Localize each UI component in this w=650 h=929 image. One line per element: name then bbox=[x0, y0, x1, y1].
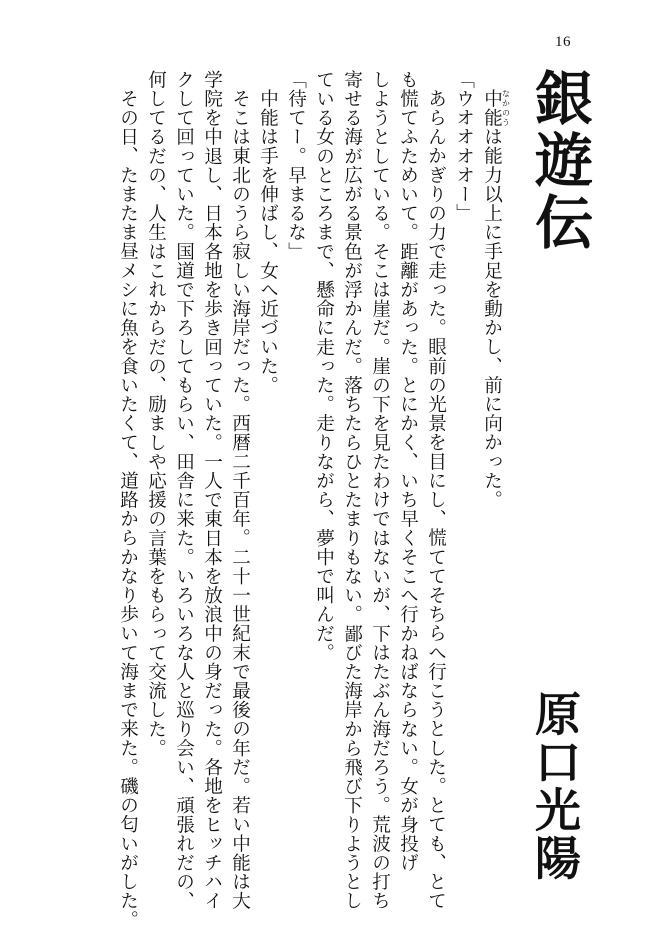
ruby-reading: なかのう bbox=[501, 89, 511, 128]
text-column: 学院を中退し、日本各地を歩き回っていた。一人で東日本を放浪中の身だった。各地をヒッチハイ bbox=[201, 70, 223, 911]
text-column: クして回っていた。国道で下ろしてもらい、田舎に来た。いろいろな人と巡り会い、頑張れだの、 bbox=[173, 70, 195, 911]
text-column: その日、たまたま昼メシに魚を食いたくて、道路からかなり歩いて海まで来た。磯の匂いがした。 bbox=[117, 89, 139, 929]
body-text bbox=[114, 70, 511, 929]
page-number: 16 bbox=[555, 34, 571, 50]
text-column: ている女のところまで、懸命に走った。走りながら、夢中で叫んだ。 bbox=[313, 70, 335, 663]
text-column: 中能は手を伸ばし、女へ近づいた。 bbox=[257, 89, 279, 395]
author-name: 原口光陽 bbox=[528, 690, 582, 882]
text-column: 中能 なかのうは能力以上に手足を動かし、前に向かった。 bbox=[481, 89, 511, 510]
chapter-title: 銀遊伝 bbox=[525, 68, 593, 254]
text-column: 「ウオオオオー」 bbox=[453, 70, 475, 223]
name-with-reading: 中能 なかのう bbox=[481, 89, 511, 128]
text-column: 「待てー。早まるな」 bbox=[285, 70, 307, 261]
text-column: 寄せる海が広がる景色が浮かんだ。落ちたらひとたまりもない。鄙びた海岸から飛び下りようとし bbox=[341, 70, 363, 911]
text-column: 何してるだの、人生はこれからだの、励ましや応援の言葉をもらって交流した。 bbox=[145, 70, 167, 758]
text-column: そこは東北のうら寂しい海岸だった。西暦二千百年。二十一世紀末で最後の年だ。若い中能は大 bbox=[229, 89, 251, 911]
text-column: も慌てふためいて。距離があった。とにかく、いち早くそこへ行かねばならない。女が身投げ bbox=[397, 70, 419, 873]
text-column: あらんかぎりの力で走った。眼前の光景を目にし、慌ててそちらへ行こうとした。とても、とて bbox=[425, 89, 447, 911]
text-column: しようとしている。そこは崖だ。崖の下を見たわけではないが、下はたぶん海だろう。荒波の打ち bbox=[369, 70, 391, 911]
